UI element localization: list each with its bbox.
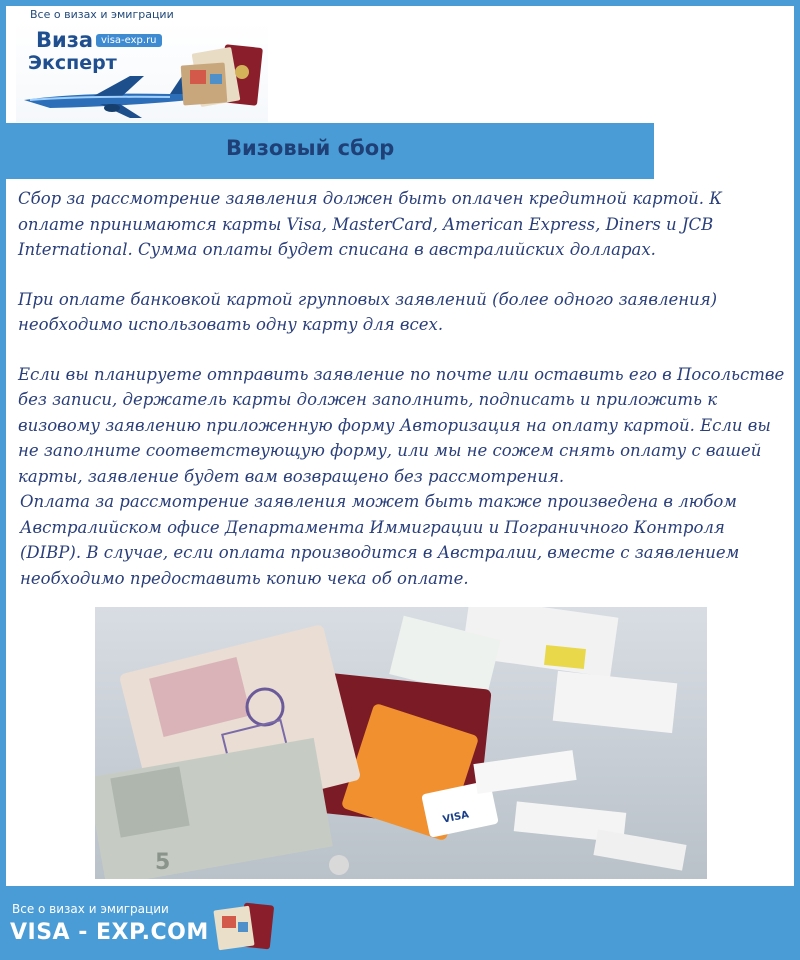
page [6, 6, 794, 886]
passports-photo [95, 607, 707, 879]
footer-tagline: Все о визах и эмиграции [12, 902, 169, 916]
logo-url: visa-exp.ru [96, 34, 162, 47]
paragraph-dibp-office: Оплата за рассмотрение заявления может быть также произведена в любом Австралийском офисе Департамента Иммиграции и Пограничного Контроля (DIBP). В случае, если оплата производится в Австралии, вместе с заявлением необходимо предоставить копию чека об оплате. [20, 492, 740, 588]
paragraph-mail-authorization: Если вы планируете отправить заявление по почте или оставить его в Посольстве без записи, держатель карты должен заполнить, подписать и приложить к визовому заявлению приложенную форму Авторизация на оплату картой. Если вы не заполните соответствующую форму, или мы не сожем снять оплату с вашей карты, заявление будет вам возвращено без рассмотрения. [18, 364, 785, 486]
article-body [18, 186, 788, 591]
banknote-value: 5 [155, 850, 171, 875]
logo-word-expert: Эксперт [28, 52, 117, 74]
page-title: Визовый сбор [226, 136, 395, 160]
title-bar [6, 123, 654, 179]
logo-word-visa: Виза [36, 28, 94, 52]
paragraph-payment-cards: Сбор за рассмотрение заявления должен быть оплачен кредитной картой. К оплате принимаются карты Visa, MasterCard, American Express, Diners и JCB International. Сумма оплаты будет списана в австралийских долларах. [18, 189, 723, 259]
passports-icon [176, 40, 268, 120]
footer-brand[interactable]: VISA - EXP.COM [10, 920, 209, 945]
footer [0, 886, 800, 960]
footer-passport-icon [208, 900, 278, 952]
site-logo[interactable] [16, 22, 268, 122]
paragraph-group-applications: При оплате банковкой картой групповых заявлений (более одного заявления) необходимо использовать одну карту для всех. [18, 289, 718, 334]
passports-illustration [95, 607, 707, 879]
visa-card-text: VISA [441, 809, 470, 826]
header [6, 6, 794, 124]
airplane-icon [20, 70, 200, 120]
header-tagline: Все о визах и эмиграции [30, 8, 174, 21]
